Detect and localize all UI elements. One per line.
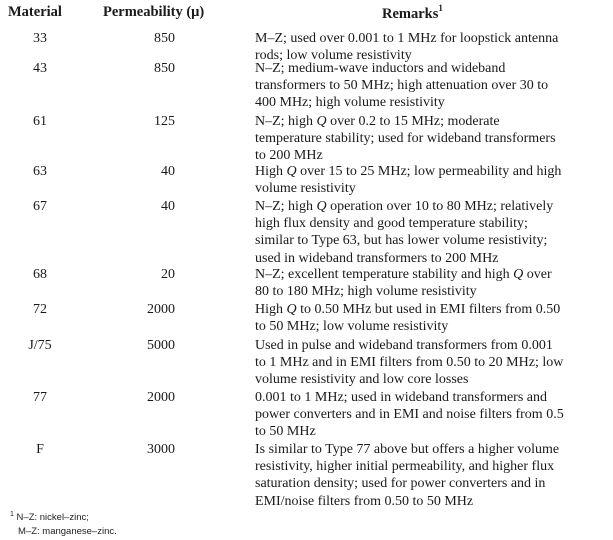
footnote-marker: 1 (10, 511, 14, 518)
material-cell: F (36, 442, 44, 457)
header-remarks-label: Remarks (382, 5, 439, 22)
remarks-cell (255, 389, 607, 441)
remarks-line: power converters and in EMI and noise filters from 0.5 (255, 407, 564, 423)
remarks-line: M–Z; used over 0.001 to 1 MHz for loopstick antenna (255, 31, 559, 46)
permeability-cell: 40 (161, 199, 175, 214)
material-cell: 33 (33, 31, 47, 46)
remarks-line: transformers to 50 MHz; high attenuation over 30 to (255, 78, 549, 94)
permeability-cell: 125 (154, 114, 175, 129)
permeability-cell: 2000 (147, 390, 175, 405)
remarks-cell (255, 163, 607, 197)
header-permeability: Permeability (μ) (103, 4, 205, 20)
remarks-line: 80 to 180 MHz; high volume resistivity (255, 284, 477, 300)
permeability-cell: 850 (154, 31, 175, 46)
material-cell: 63 (33, 164, 47, 179)
header-remarks (382, 4, 443, 23)
remarks-cell (255, 337, 607, 389)
remarks-line: to 200 MHz (255, 148, 323, 164)
remarks-line: Is similar to Type 77 above but offers a higher volume (255, 442, 560, 457)
material-cell: J/75 (28, 338, 52, 353)
remarks-line: N–Z; excellent temperature stability and high Q over (255, 267, 552, 282)
remarks-line: N–Z; high Q operation over 10 to 80 MHz; relatively (255, 199, 554, 214)
remarks-line: volume resistivity (255, 181, 356, 197)
remarks-cell (255, 113, 607, 165)
remarks-cell (255, 301, 607, 335)
permeability-cell: 20 (161, 267, 175, 282)
remarks-line: to 50 MHz; low volume resistivity (255, 319, 449, 335)
remarks-line: High Q to 0.50 MHz but used in EMI filters from 0.50 (255, 302, 561, 317)
footnote-nz: N–Z: nickel–zinc; (16, 512, 89, 524)
material-cell: 67 (33, 199, 47, 214)
header-material: Material (8, 4, 62, 20)
remarks-line: rods; low volume resistivity (255, 48, 412, 64)
permeability-cell: 3000 (147, 442, 175, 457)
material-cell: 61 (33, 114, 47, 129)
remarks-cell (255, 60, 607, 112)
remarks-line: saturation density; used for power converters and in (255, 476, 546, 492)
remarks-cell (255, 198, 607, 267)
remarks-line: N–Z; high Q over 0.2 to 15 MHz; moderate (255, 114, 500, 129)
permeability-cell: 5000 (147, 338, 175, 353)
permeability-cell: 2000 (147, 302, 175, 317)
remarks-line: 0.001 to 1 MHz; used in wideband transformers and (255, 390, 547, 405)
permeability-cell: 40 (161, 164, 175, 179)
footnote (10, 508, 117, 539)
remarks-cell (255, 266, 607, 300)
remarks-line: N–Z; medium-wave inductors and wideband (255, 61, 506, 76)
permeability-cell: 850 (154, 61, 175, 76)
remarks-line: temperature stability; used for wideband transformers (255, 131, 556, 147)
remarks-line: to 1 MHz and in EMI filters from 0.50 to 20 MHz; low (255, 355, 564, 371)
material-cell: 68 (33, 267, 47, 282)
remarks-line: EMI/noise filters from 0.50 to 50 MHz (255, 493, 474, 509)
remarks-line: used in wideband transformers to 200 MHz (255, 250, 499, 266)
remarks-cell (255, 441, 607, 510)
remarks-line: high flux density and good temperature stability; (255, 216, 528, 232)
remarks-line: to 50 MHz (255, 424, 316, 440)
material-cell: 43 (33, 61, 47, 76)
remarks-line: Used in pulse and wideband transformers from 0.001 (255, 338, 553, 353)
remarks-line: 400 MHz; high volume resistivity (255, 95, 445, 111)
footnote-line-1 (10, 508, 117, 525)
remarks-line: resistivity, higher initial permeability, and higher flux (255, 459, 555, 475)
remarks-line: High Q over 15 to 25 MHz; low permeability and high (255, 164, 562, 179)
header-remarks-footnote-marker: 1 (438, 3, 443, 13)
remarks-line: similar to Type 63, but has lower volume resistivity; (255, 233, 548, 249)
footnote-line-2: M–Z: manganese–zinc. (18, 526, 117, 538)
material-cell: 77 (33, 390, 47, 405)
remarks-line: volume resistivity and low core losses (255, 372, 469, 388)
material-cell: 72 (33, 302, 47, 317)
